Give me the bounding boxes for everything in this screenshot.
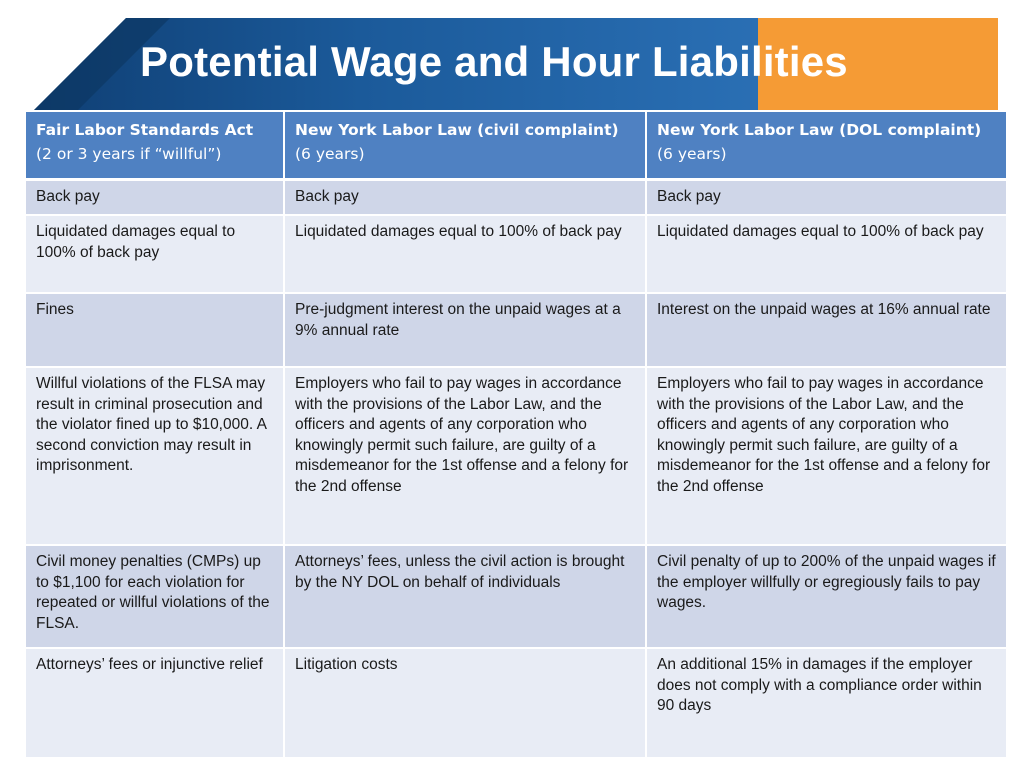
table-cell: Employers who fail to pay wages in accordance with the provisions of the Labor Law, and the officers and agents of any corporation who knowingly permit such failure, are guilty of a misdemeanor for the 1st offense and a felony for the 2nd offense: [646, 367, 1006, 545]
table-cell: Willful violations of the FLSA may result in criminal prosecution and the violator fined up to $10,000. A second conviction may result in imprisonment.: [26, 367, 284, 545]
table-cell: Back pay: [646, 180, 1006, 216]
table-row: [26, 367, 1006, 545]
table-cell: Employers who fail to pay wages in accordance with the provisions of the Labor Law, and the officers and agents of any corporation who knowingly permit such failure, are guilty of a misdemeanor for the 1st offense and a felony for the 2nd offense: [284, 367, 646, 545]
header-ny-dol: [646, 112, 1006, 180]
table-row: [26, 293, 1006, 367]
table-cell: Liquidated damages equal to 100% of back pay: [646, 215, 1006, 293]
liabilities-table: [26, 112, 1006, 759]
header-title: New York Labor Law (civil complaint): [295, 121, 619, 139]
table-header-row: [26, 112, 1006, 180]
header-title: New York Labor Law (DOL complaint): [657, 121, 982, 139]
header-subtitle: (6 years): [295, 145, 365, 163]
table-cell: Pre-judgment interest on the unpaid wages at a 9% annual rate: [284, 293, 646, 367]
table-row: [26, 215, 1006, 293]
table-cell: Back pay: [26, 180, 284, 216]
table-row: [26, 180, 1006, 216]
header-subtitle: (2 or 3 years if “willful”): [36, 145, 222, 163]
header-subtitle: (6 years): [657, 145, 727, 163]
table-cell: Fines: [26, 293, 284, 367]
header-title: Fair Labor Standards Act: [36, 121, 254, 139]
header-flsa: [26, 112, 284, 180]
table-cell: Back pay: [284, 180, 646, 216]
slide-title: Potential Wage and Hour Liabilities: [140, 38, 848, 85]
header-ny-civil: [284, 112, 646, 180]
table-cell: Civil penalty of up to 200% of the unpaid wages if the employer willfully or egregiously fails to pay wages.: [646, 545, 1006, 648]
table-cell: Liquidated damages equal to 100% of back pay: [284, 215, 646, 293]
table-cell: Civil money penalties (CMPs) up to $1,100 for each violation for repeated or willful violations of the FLSA.: [26, 545, 284, 648]
table-cell: An additional 15% in damages if the employer does not comply with a compliance order within 90 days: [646, 648, 1006, 758]
title-banner: [0, 0, 1024, 112]
table-row: [26, 648, 1006, 758]
table-cell: Interest on the unpaid wages at 16% annual rate: [646, 293, 1006, 367]
table-cell: Litigation costs: [284, 648, 646, 758]
table-cell: Liquidated damages equal to 100% of back pay: [26, 215, 284, 293]
table-cell: Attorneys’ fees or injunctive relief: [26, 648, 284, 758]
table-cell: Attorneys’ fees, unless the civil action is brought by the NY DOL on behalf of individuals: [284, 545, 646, 648]
table-row: [26, 545, 1006, 648]
